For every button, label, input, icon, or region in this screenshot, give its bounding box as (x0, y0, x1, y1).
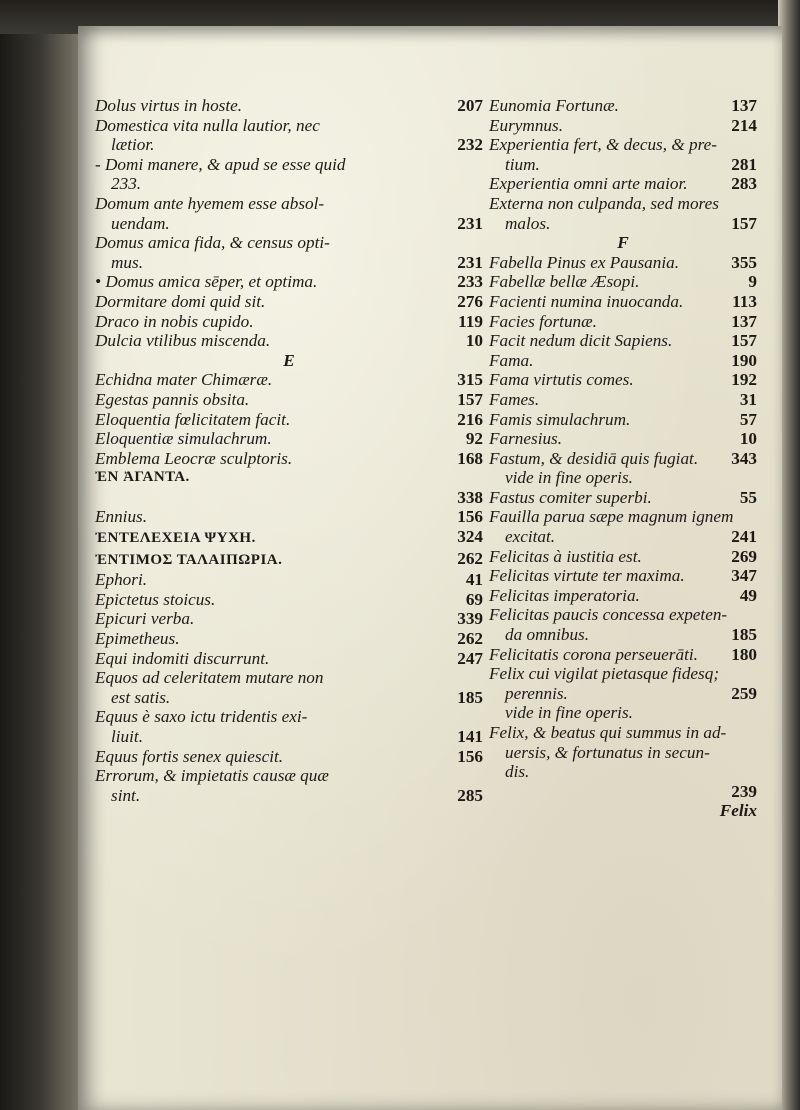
entry-text: dis. (505, 762, 530, 782)
index-entry (95, 429, 483, 449)
page-number: 180 (731, 644, 757, 664)
index-entry (95, 668, 483, 688)
page-number: 231 (457, 213, 483, 233)
index-entry (489, 723, 757, 743)
index-entry (489, 253, 757, 273)
entry-text: Egestas pannis obsita. (95, 389, 250, 409)
entry-text: Fabellæ bellæ Æsopi. (489, 272, 640, 292)
entry-text: Eloquentia fœlicitatem facit. (95, 409, 291, 429)
index-entry (489, 645, 757, 665)
page-number: 10 (739, 429, 757, 449)
index-entry (489, 684, 757, 704)
entry-text: Eurymnus. (489, 115, 563, 135)
page-number: 49 (739, 585, 757, 605)
index-entry (95, 96, 483, 116)
page-number: 157 (457, 389, 483, 409)
entry-text: Fabella Pinus ex Pausania. (489, 252, 679, 272)
page-number: 281 (731, 154, 757, 174)
page-number: 69 (465, 589, 483, 609)
entry-text: ἘΝ ἈΓΑΝΤΑ. (95, 469, 190, 486)
page-number: 141 (457, 727, 483, 746)
entry-text: Dolus virtus in hoste. (95, 96, 243, 115)
entry-text: Facit nedum dicit Sapiens. (489, 331, 673, 351)
page-number: 259 (731, 683, 757, 703)
index-entry (95, 449, 483, 469)
entry-text: Fauilla parua sæpe magnum ignem (489, 507, 734, 527)
index-entry (95, 727, 483, 747)
index-entry (489, 664, 757, 684)
page-number: 324 (457, 527, 483, 547)
entry-text: Equi indomiti discurrunt. (95, 648, 270, 668)
page-number: 168 (457, 448, 483, 468)
entry-text: Felicitas paucis concessa expeten- (489, 605, 728, 625)
index-entry (489, 625, 757, 645)
index-entry (489, 96, 757, 116)
page-number: 262 (457, 548, 483, 568)
entry-text: Fastus comiter superbi. (489, 487, 652, 507)
index-entry (489, 292, 757, 312)
entry-text: Farnesius. (489, 429, 563, 449)
index-entry (489, 410, 757, 430)
index-entry (95, 688, 483, 708)
entry-text: excitat. (505, 527, 556, 547)
index-entry (489, 527, 757, 547)
index-entry (489, 135, 757, 155)
index-entry (489, 174, 757, 194)
entry-text: ἘΝΤΙΜΟΣ ΤΑΛΑΙΠΩΡΙΑ. (95, 551, 283, 568)
entry-text: Felicitas virtute ter maxima. (489, 566, 685, 586)
entry-text: Equus è saxo ictu tridentis exi- (95, 707, 308, 727)
index-entry (489, 468, 757, 488)
index-entry (95, 292, 483, 312)
index-entry (95, 253, 483, 273)
index-entry (95, 214, 483, 234)
entry-text: Epicuri verba. (95, 609, 195, 629)
entry-text: uendam. (111, 213, 170, 233)
page-number: 247 (457, 648, 483, 668)
index-entry (95, 549, 483, 571)
page-number: 214 (731, 115, 757, 135)
entry-text: da omnibus. (505, 625, 590, 645)
entry-text: Eloquentiæ simulachrum. (95, 429, 272, 449)
index-entry (95, 629, 483, 649)
page-number: 285 (457, 785, 483, 805)
page-number: 10 (465, 331, 483, 351)
index-entry (95, 468, 483, 488)
entry-text: ἘΝΤΕΛΕΧΕΙΑ ΨΥΧΗ. (95, 530, 256, 547)
entry-text: Felix cui vigilat pietasque fidesq; (489, 664, 720, 684)
entry-text: Dormitare domi quid sit. (95, 291, 266, 311)
page-number: 185 (457, 687, 483, 707)
entry-text: Facies fortunæ. (489, 311, 597, 331)
entry-text: Externa non culpanda, sed mores (489, 193, 719, 213)
page-number: 157 (731, 213, 757, 233)
index-entry (489, 214, 757, 234)
page-number: 156 (457, 746, 483, 766)
entry-text: Equus fortis senex quiescit. (95, 746, 284, 766)
index-entry (489, 370, 757, 390)
section-letter: F (617, 233, 629, 253)
index-entry (95, 766, 483, 786)
book-binding-shadow (0, 0, 90, 1110)
page-number: 239 (731, 781, 757, 801)
index-entry (95, 135, 483, 155)
entry-text: Felicitas imperatoria. (489, 585, 640, 605)
index-entry (489, 782, 757, 802)
page-number: 216 (457, 409, 483, 429)
entry-text: perennis. (505, 683, 568, 703)
index-entry (489, 272, 757, 292)
page-number: 262 (457, 629, 483, 649)
index-entry (95, 527, 483, 549)
index-entry (489, 351, 757, 371)
index-entry (489, 155, 757, 175)
index-entry (95, 590, 483, 610)
entry-text: mus. (111, 252, 143, 272)
page-number: 343 (731, 448, 757, 468)
entry-text: uersis, & fortunatus in secun- (505, 742, 710, 762)
page-number: 283 (731, 174, 757, 194)
page-number: 269 (731, 546, 757, 566)
entry-text: Echidna mater Chimæræ. (95, 370, 273, 390)
index-entry (95, 116, 483, 136)
index-entry (489, 488, 757, 508)
page-number: 233 (457, 272, 483, 292)
page-number: 241 (731, 527, 757, 547)
index-entry (489, 743, 757, 763)
entry-text: Fama. (489, 350, 534, 370)
entry-text: Domus amica fida, & census opti- (95, 233, 330, 253)
page-number: 31 (739, 389, 757, 409)
entry-text: malos. (505, 213, 551, 233)
entry-text: Ephori. (95, 570, 148, 590)
entry-text: • Domus amica sēper, et optima. (95, 272, 318, 292)
index-entry (95, 370, 483, 390)
page-number: 113 (732, 291, 757, 311)
page-number: 9 (748, 272, 757, 292)
page-number: 192 (731, 370, 757, 390)
entry-text: Domum ante hyemem esse absol- (95, 193, 325, 213)
entry-text: vide in fine operis. (505, 468, 633, 488)
page-number: 347 (731, 566, 757, 586)
index-entry (95, 233, 483, 253)
index-entry (489, 194, 757, 214)
page-number: 57 (739, 409, 757, 429)
page-number: 231 (457, 252, 483, 272)
entry-text: - Domi manere, & apud se esse quid (95, 154, 346, 174)
page-number: 92 (465, 429, 483, 449)
entry-text: Epictetus stoicus. (95, 589, 216, 609)
entry-text: tium. (505, 154, 540, 174)
entry-text: Draco in nobis cupido. (95, 311, 254, 331)
page-number: 157 (731, 331, 757, 351)
section-letter: E (283, 350, 295, 370)
entry-text: lætior. (111, 135, 155, 155)
page-number: 190 (731, 350, 757, 370)
index-entry (489, 762, 757, 782)
index-entry (489, 586, 757, 606)
entry-text: Felicitatis corona perseuerāti. (489, 644, 698, 664)
entry-text: vide in fine operis. (505, 703, 633, 723)
index-entry (489, 312, 757, 332)
index-entry (95, 786, 483, 806)
entry-text: Felix, & beatus qui summus in ad- (489, 723, 727, 742)
entry-text: Domestica vita nulla lautior, nec (95, 115, 320, 135)
index-entry (95, 507, 483, 527)
entry-text: 233. (111, 174, 142, 194)
index-entry (489, 429, 757, 449)
page-number: 119 (458, 311, 483, 331)
entry-text: Fames. (489, 389, 540, 409)
index-column-right (489, 96, 757, 821)
page-number: 315 (457, 370, 483, 390)
catchword: Felix (719, 801, 757, 821)
index-entry (95, 331, 483, 351)
entry-text: Experientia omni arte maior. (489, 174, 688, 194)
index-entry (95, 312, 483, 332)
index-entry (489, 507, 757, 527)
index-entry (489, 605, 757, 625)
entry-text: Ennius. (95, 507, 148, 527)
page-number: 355 (731, 252, 757, 272)
page-number: 276 (457, 291, 483, 311)
index-column-left (95, 96, 483, 805)
page-number: 137 (731, 311, 757, 331)
page-number: 232 (457, 135, 483, 155)
index-entry (489, 390, 757, 410)
page-number: 207 (457, 96, 483, 115)
index-entry (95, 707, 483, 727)
entry-text: Eunomia Fortunæ. (489, 96, 619, 115)
index-entry (489, 331, 757, 351)
page-number: 55 (739, 487, 757, 507)
page-number: 339 (457, 609, 483, 629)
page-number: 185 (731, 625, 757, 645)
entry-text: Felicitas à iustitia est. (489, 546, 642, 566)
entry-text: Fastum, & desidiā quis fugiat. (489, 448, 699, 468)
entry-text: Facienti numina inuocanda. (489, 291, 684, 311)
index-entry (489, 449, 757, 469)
index-entry (95, 390, 483, 410)
entry-text: Emblema Leocræ sculptoris. (95, 448, 293, 468)
entry-text: liuit. (111, 727, 143, 746)
index-entry (489, 116, 757, 136)
index-entry (95, 488, 483, 508)
entry-text: sint. (111, 785, 141, 805)
index-entry (95, 609, 483, 629)
index-entry (95, 649, 483, 669)
entry-text: Equos ad celeritatem mutare non (95, 668, 324, 688)
index-entry (95, 174, 483, 194)
page-number: 156 (457, 507, 483, 527)
page-number: 338 (457, 487, 483, 507)
index-entry (95, 272, 483, 292)
index-entry (95, 570, 483, 590)
entry-text: est satis. (111, 687, 171, 707)
page-number: 41 (465, 570, 483, 590)
index-entry (489, 547, 757, 567)
entry-text: Famis simulachrum. (489, 409, 631, 429)
index-entry (95, 747, 483, 767)
entry-text: Epimetheus. (95, 629, 180, 649)
page-number: 137 (731, 96, 757, 115)
entry-text: Fama virtutis comes. (489, 370, 634, 390)
index-entry (489, 566, 757, 586)
index-entry (489, 703, 757, 723)
entry-text: Dulcia vtilibus miscenda. (95, 331, 271, 351)
entry-text: Experientia fert, & decus, & pre- (489, 135, 717, 155)
entry-text: Errorum, & impietatis causæ quæ (95, 766, 329, 786)
index-entry (95, 410, 483, 430)
index-entry (95, 194, 483, 214)
index-entry (95, 155, 483, 175)
